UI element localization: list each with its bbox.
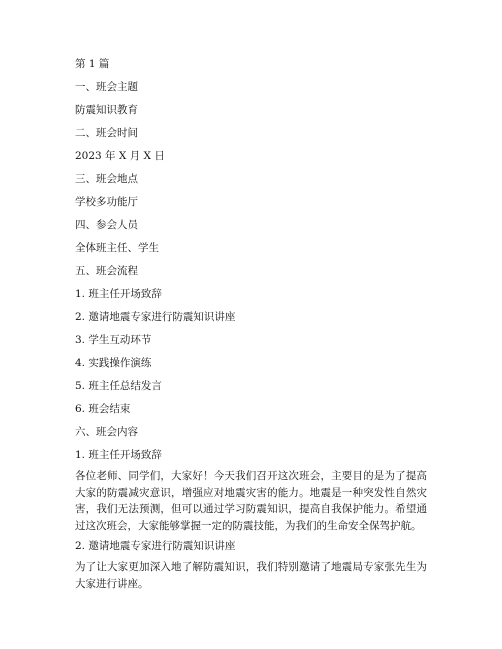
process-list-item: 1. 班主任开场致辞 [75, 288, 162, 300]
section-heading-content: 六、班会内容 [75, 426, 138, 438]
content-paragraph-opening: 各位老师、同学们，大家好！今天我们召开这次班会，主要目的是为了提高大家的防震减灾意识，增强应对地震灾害的能力。地震是一种突发性自然灾害，我们无法预测，但可以通过学习防震知识，提高自我保护能力。希望通过这次班会，大家能够掌握一定的防震技能，为我们的生命安全保驾护航。 [75, 470, 427, 532]
section-heading-place: 三、班会地点 [75, 173, 138, 185]
section-value-participants: 全体班主任、学生 [75, 242, 159, 254]
section-heading-theme: 一、班会主题 [75, 81, 138, 93]
content-paragraph-lecture: 为了让大家更加深入地了解防震知识，我们特别邀请了地震局专家张先生为大家进行讲座。 [75, 561, 427, 590]
section-value-time: 2023 年 X 月 X 日 [75, 150, 165, 162]
process-list-item: 6. 班会结束 [75, 403, 131, 415]
process-list-item: 2. 邀请地震专家进行防震知识讲座 [75, 311, 236, 323]
process-list-item: 5. 班主任总结发言 [75, 380, 162, 392]
section-value-place: 学校多功能厅 [75, 196, 138, 208]
article-title: 第 1 篇 [75, 58, 110, 70]
content-subheading-lecture: 2. 邀请地震专家进行防震知识讲座 [75, 540, 236, 552]
process-list-item: 4. 实践操作演练 [75, 357, 152, 369]
section-heading-time: 二、班会时间 [75, 127, 138, 139]
process-list-item: 3. 学生互动环节 [75, 334, 152, 346]
section-heading-process: 五、班会流程 [75, 265, 138, 277]
section-heading-participants: 四、参会人员 [75, 219, 138, 231]
section-value-theme: 防震知识教育 [75, 104, 138, 116]
content-subheading-opening: 1. 班主任开场致辞 [75, 449, 162, 461]
